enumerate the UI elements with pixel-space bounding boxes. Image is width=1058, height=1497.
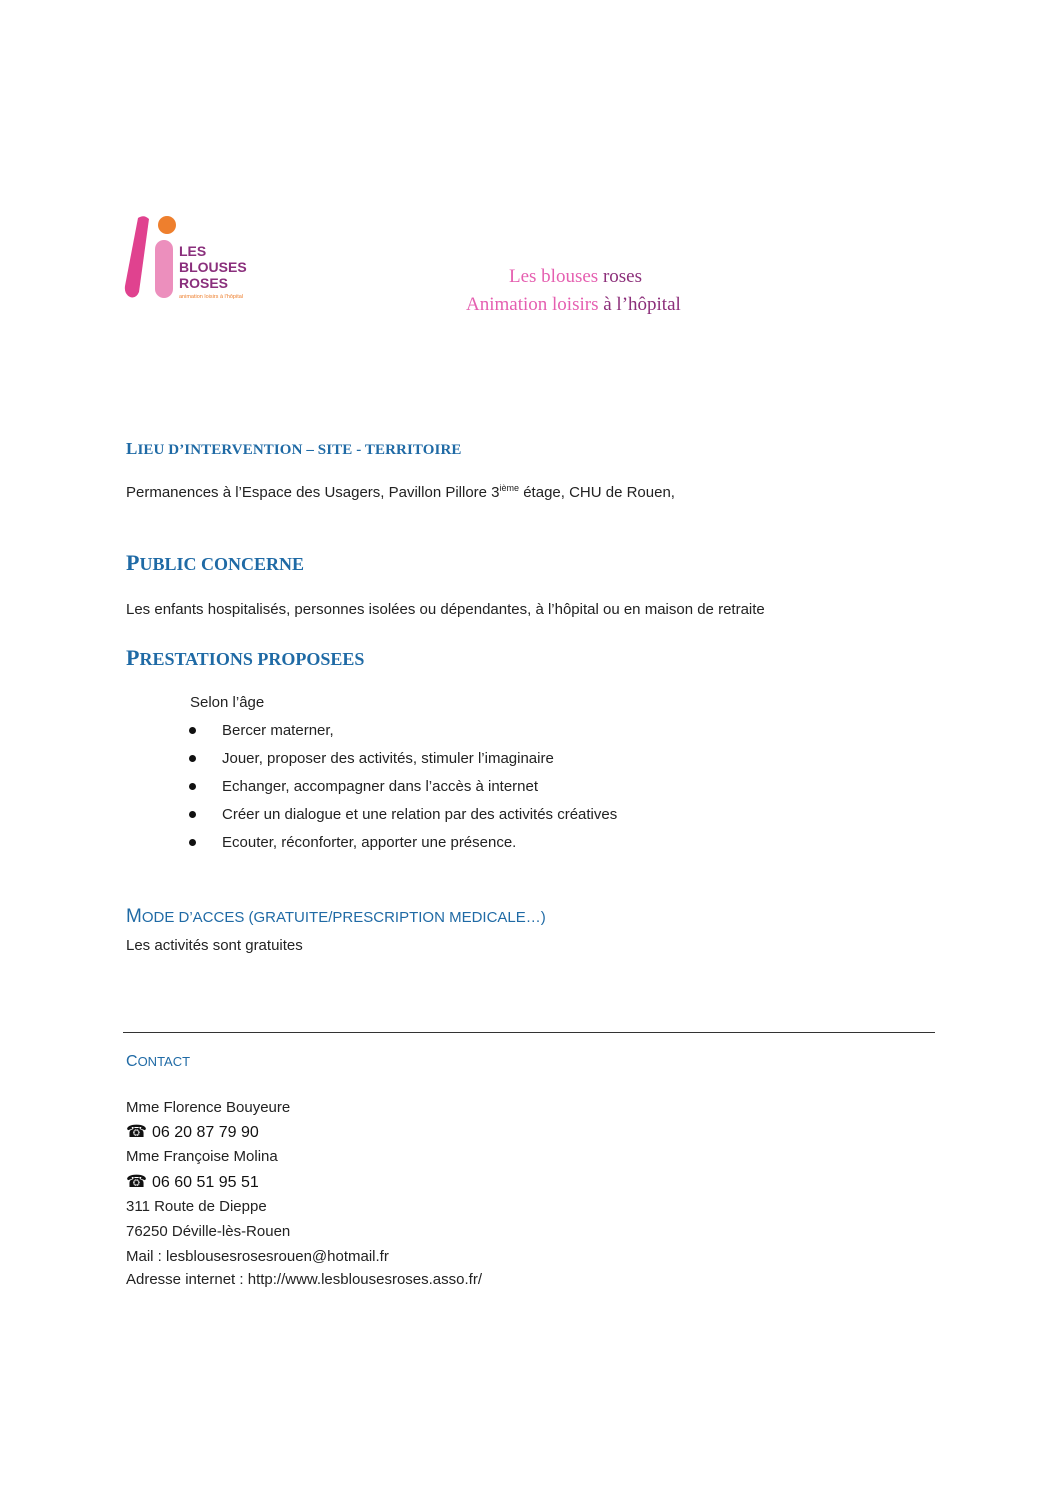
heading-rest: UBLIC CONCERNE [139,554,304,574]
header-tagline-line2 [466,294,681,316]
list-item-text: Créer un dialogue et une relation par des activités créatives [222,806,618,823]
heading-initial: P [126,645,140,670]
street-name: Route de Dieppe [149,1198,267,1215]
svg-text:animation loisirs à l'hôpital: animation loisirs à l'hôpital [179,294,244,300]
contact-mail[interactable]: Mail : lesblousesrosesrouen@hotmail.fr [126,1248,389,1265]
heading-initial: P [126,550,140,575]
tagline-text: Animation loisirs [466,294,604,315]
logo-mark [122,214,282,304]
lieu-text [126,483,675,501]
contact-phone-1[interactable] [126,1122,259,1142]
bullet-icon [189,727,196,734]
tagline-text-accent: à l’hôpital [603,294,681,315]
section-heading-mode [126,906,546,928]
section-divider [123,1032,935,1033]
list-item-text: Ecouter, réconforter, apporter une présence. [222,834,517,851]
section-heading-prestations [126,645,364,671]
header-tagline-line1 [509,266,642,288]
heading-rest: IEU D’INTERVENTION – SITE - TERRITOIRE [137,442,462,458]
heading-initial: L [126,439,138,458]
phone-number: 06 20 87 79 90 [152,1124,259,1141]
contact-name-1: Mme Florence Bouyeure [126,1099,291,1116]
svg-text:LES: LES [179,243,207,259]
street-number: 311 [126,1198,150,1215]
les-blouses-roses-logo [122,214,282,304]
bullet-icon [189,811,196,818]
contact-address-line1 [126,1198,267,1215]
telephone-icon: ☎ [126,1172,148,1191]
list-item-text: Echanger, accompagner dans l’accès à internet [222,778,539,795]
tagline-text: Les blouses [509,266,603,287]
lieu-text-end: étage, CHU de Rouen, [519,484,675,501]
prestations-intro: Selon l’âge [190,694,265,711]
section-heading-contact [126,1053,190,1071]
heading-initial: C [126,1053,138,1070]
list-item-text: Bercer materner, [222,722,334,739]
contact-phone-2[interactable] [126,1172,259,1192]
mode-text: Les activités sont gratuites [126,937,303,954]
lieu-text-superscript: ième [499,483,520,493]
svg-text:ROSES: ROSES [179,275,229,291]
contact-address-line2: 76250 Déville-lès-Rouen [126,1223,291,1240]
heading-rest: ONTACT [137,1054,191,1069]
heading-rest: RESTATIONS PROPOSEES [139,649,365,669]
contact-website[interactable]: Adresse internet : http://www.lesblousesroses.asso.fr/ [126,1271,482,1288]
bullet-icon [189,755,196,762]
section-heading-lieu [126,439,462,459]
lieu-text-main: Permanences à l’Espace des Usagers, Pavillon Pillore 3 [126,484,500,501]
list-item-text: Jouer, proposer des activités, stimuler l’imaginaire [222,750,554,767]
heading-rest: ODE D’ACCES (GRATUITE/PRESCRIPTION MEDICALE…) [141,909,546,926]
phone-number: 06 60 51 95 51 [152,1174,259,1191]
telephone-icon: ☎ [126,1122,148,1141]
bullet-icon [189,839,196,846]
svg-text:BLOUSES: BLOUSES [179,259,247,275]
heading-initial: M [126,906,142,927]
bullet-icon [189,783,196,790]
section-heading-public [126,550,304,576]
contact-name-2: Mme Françoise Molina [126,1148,278,1165]
public-text: Les enfants hospitalisés, personnes isolées ou dépendantes, à l’hôpital ou en maison de retraite [126,601,765,618]
tagline-text-accent: roses [602,266,642,287]
